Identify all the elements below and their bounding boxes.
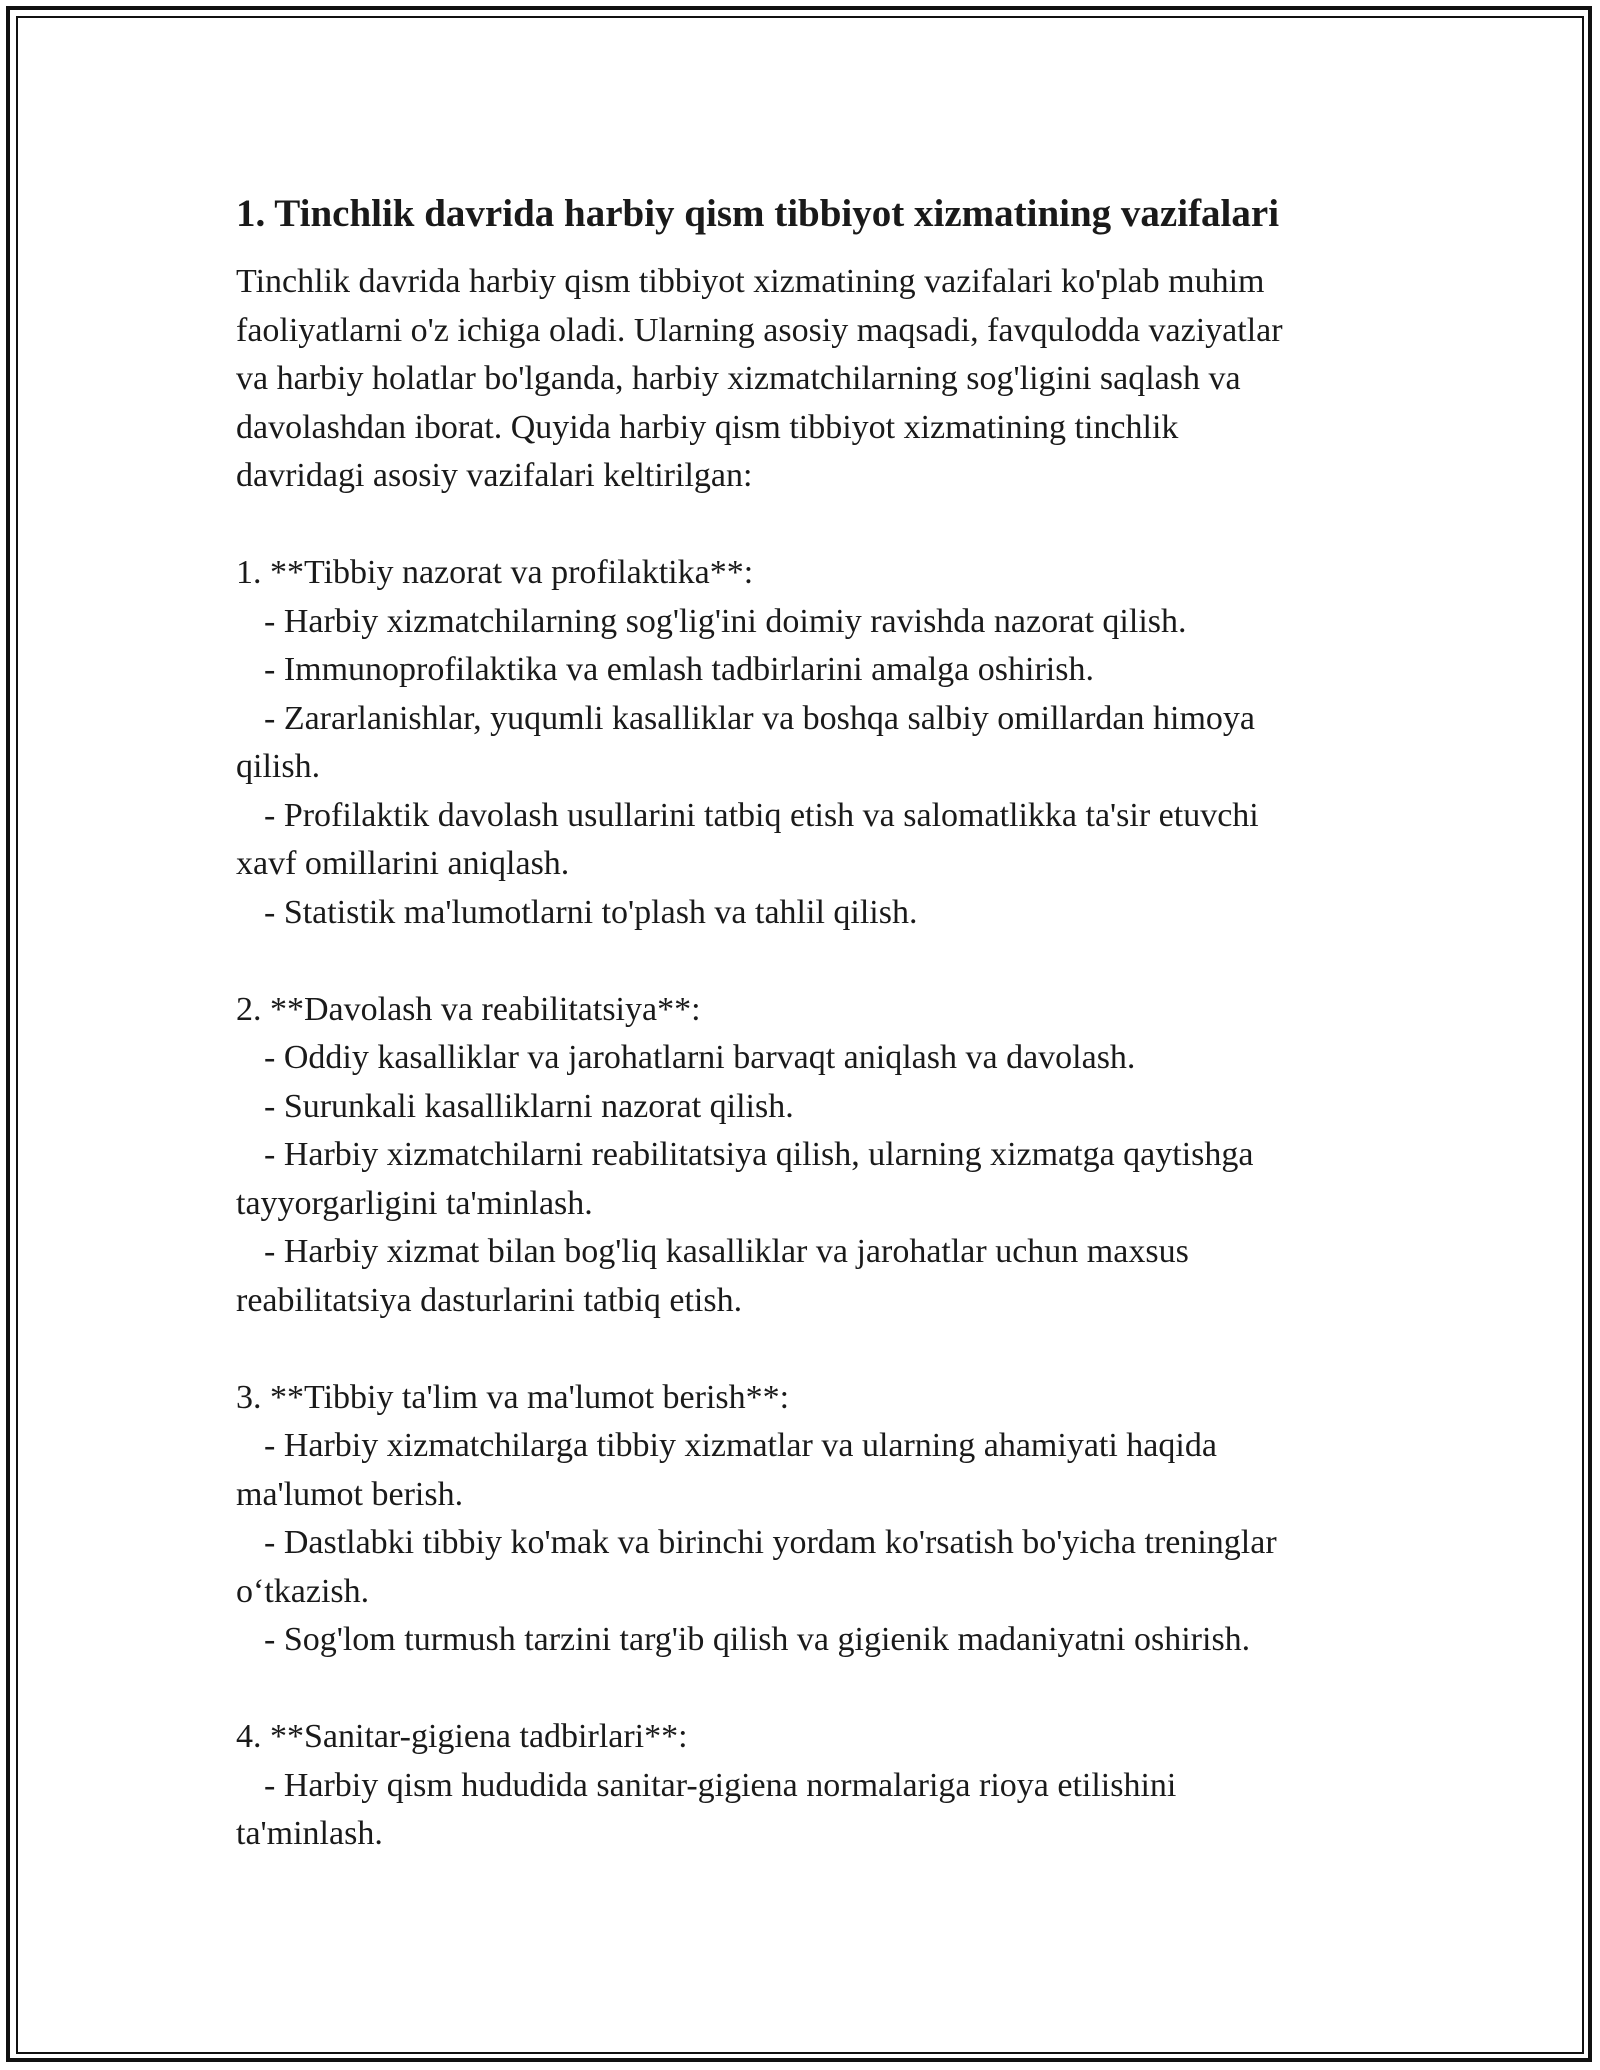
list-item: - Harbiy qism hududida sanitar-gigiena normalariga rioya etilishini [264, 1766, 1177, 1804]
section-title: 1. **Tibbiy nazorat va profilaktika**: [236, 554, 754, 591]
list-item: - Zararlanishlar, yuqumli kasalliklar va boshqa salbiy omillardan himoya [264, 699, 1255, 737]
intro-line: davolashdan iborat. Quyida harbiy qism tibbiyot xizmatining tinchlik [236, 408, 1179, 446]
list-item: - Harbiy xizmatchilarni reabilitatsiya qilish, ularning xizmatga qaytishga [264, 1136, 1254, 1173]
document-body [236, 186, 1376, 1859]
list-item: - Profilaktik davolash usullarini tatbiq etish va salomatlikka ta'sir etuvchi [264, 796, 1259, 834]
list-item-continuation: xavf omillarini aniqlash. [236, 845, 570, 882]
list-item-continuation: ma'lumot berish. [236, 1475, 464, 1513]
section-block [236, 1713, 1376, 1859]
document-heading: 1. Tinchlik davrida harbiy qism tibbiyot xizmatining vazifalari [236, 192, 1280, 235]
list-item: - Sog'lom turmush tarzini targ'ib qilish va gigienik madaniyatni oshirish. [264, 1621, 1251, 1658]
list-item: - Harbiy xizmatchilarning sog'lig'ini doimiy ravishda nazorat qilish. [264, 602, 1187, 640]
section-title: 2. **Davolash va reabilitatsiya**: [236, 990, 701, 1028]
intro-line: Tinchlik davrida harbiy qism tibbiyot xizmatining vazifalari ko'plab muhim [236, 263, 1265, 300]
list-item-continuation: ta'minlash. [236, 1815, 383, 1852]
section-block [236, 986, 1376, 1326]
list-item-continuation: o‘tkazish. [236, 1572, 370, 1610]
section-block [236, 1374, 1376, 1665]
intro-line: faoliyatlarni o'z ichiga oladi. Ularning asosiy maqsadi, favqulodda vaziyatlar [236, 311, 1283, 349]
section-title: 4. **Sanitar-gigiena tadbirlari**: [236, 1718, 688, 1755]
list-item: - Oddiy kasalliklar va jarohatlarni barvaqt aniqlash va davolash. [264, 1039, 1136, 1076]
list-item: - Harbiy xizmat bilan bog'liq kasalliklar va jarohatlar uchun maxsus [264, 1233, 1189, 1270]
list-item: - Immunoprofilaktika va emlash tadbirlarini amalga oshirish. [264, 651, 1094, 688]
list-item: - Surunkali kasalliklarni nazorat qilish. [264, 1087, 794, 1125]
list-item: - Statistik ma'lumotlarni to'plash va tahlil qilish. [264, 893, 918, 931]
list-item-continuation: qilish. [236, 748, 321, 785]
list-item-continuation: tayyorgarligini ta'minlash. [236, 1184, 593, 1222]
intro-line: va harbiy holatlar bo'lganda, harbiy xizmatchilarning sog'ligini saqlash va [236, 360, 1241, 397]
section-block [236, 549, 1376, 937]
list-item-continuation: reabilitatsiya dasturlarini tatbiq etish. [236, 1281, 743, 1319]
intro-line: davridagi asosiy vazifalari keltirilgan: [236, 457, 753, 494]
section-title: 3. **Tibbiy ta'lim va ma'lumot berish**: [236, 1378, 790, 1416]
intro-paragraph [236, 258, 1376, 501]
list-item: - Dastlabki tibbiy ko'mak va birinchi yordam ko'rsatish bo'yicha treninglar [264, 1524, 1277, 1561]
list-item: - Harbiy xizmatchilarga tibbiy xizmatlar va ularning ahamiyati haqida [264, 1427, 1217, 1464]
section-list [236, 549, 1376, 1859]
